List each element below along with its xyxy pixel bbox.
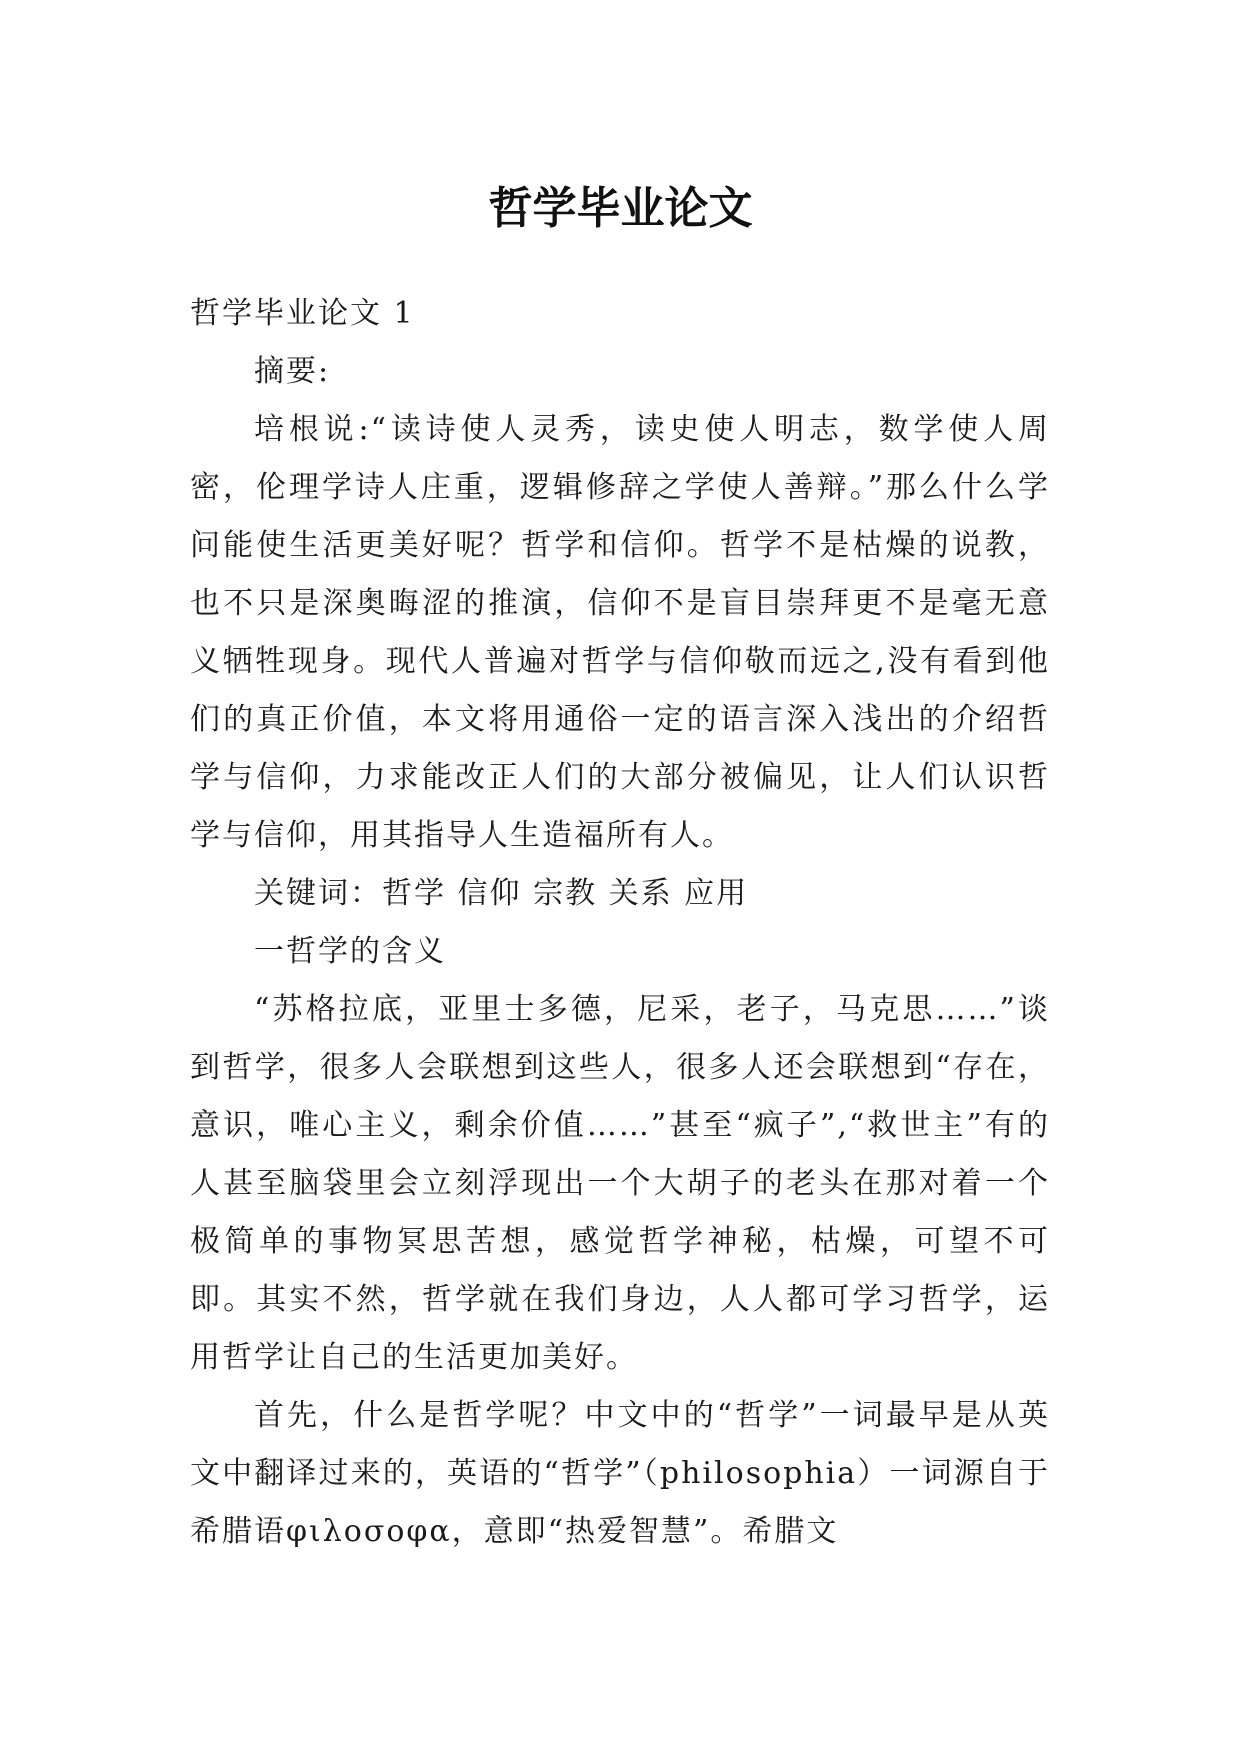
document-body: [190, 285, 1050, 1561]
paragraph-abstract: 培根说:“读诗使人灵秀，读史使人明志，数学使人周密，伦理学诗人庄重，逻辑修辞之学使人善辩。”那么什么学问能使生活更美好呢？哲学和信仰。哲学不是枯燥的说教，也不只是深奥晦涩的推演，信仰不是盲目崇拜更不是毫无意义牺牲现身。现代人普遍对哲学与信仰敬而远之,没有看到他们的真正价值，本文将用通俗一定的语言深入浅出的介绍哲学与信仰，力求能改正人们的大部分被偏见，让人们认识哲学与信仰，用其指导人生造福所有人。: [190, 412, 1050, 853]
paragraph-keywords: 关键词：哲学 信仰 宗教 关系 应用: [254, 876, 749, 911]
section-heading: 一哲学的含义: [254, 934, 446, 969]
document-title: 哲学毕业论文: [488, 183, 753, 235]
abstract-label: 摘要:: [254, 354, 331, 389]
paragraph-definition: 首先，什么是哲学呢？中文中的“哲学”一词最早是从英文中翻译过来的，英语的“哲学”（philosophia）一词源自于希腊语φιλοσοφα，意即“热爱智慧”。希腊文: [190, 1398, 1050, 1549]
section-subtitle: 哲学毕业论文 1: [190, 296, 415, 331]
paragraph-intro: “苏格拉底，亚里士多德，尼采，老子，马克思……”谈到哲学，很多人会联想到这些人，很多人还会联想到“存在，意识，唯心主义，剩余价值……”甚至“疯子”,“救世主”有的人甚至脑袋里会立刻浮现出一个大胡子的老头在那对着一个极简单的事物冥思苦想，感觉哲学神秘，枯燥，可望不可即。其实不然，哲学就在我们身边，人人都可学习哲学，运用哲学让自己的生活更加美好。: [190, 992, 1050, 1375]
